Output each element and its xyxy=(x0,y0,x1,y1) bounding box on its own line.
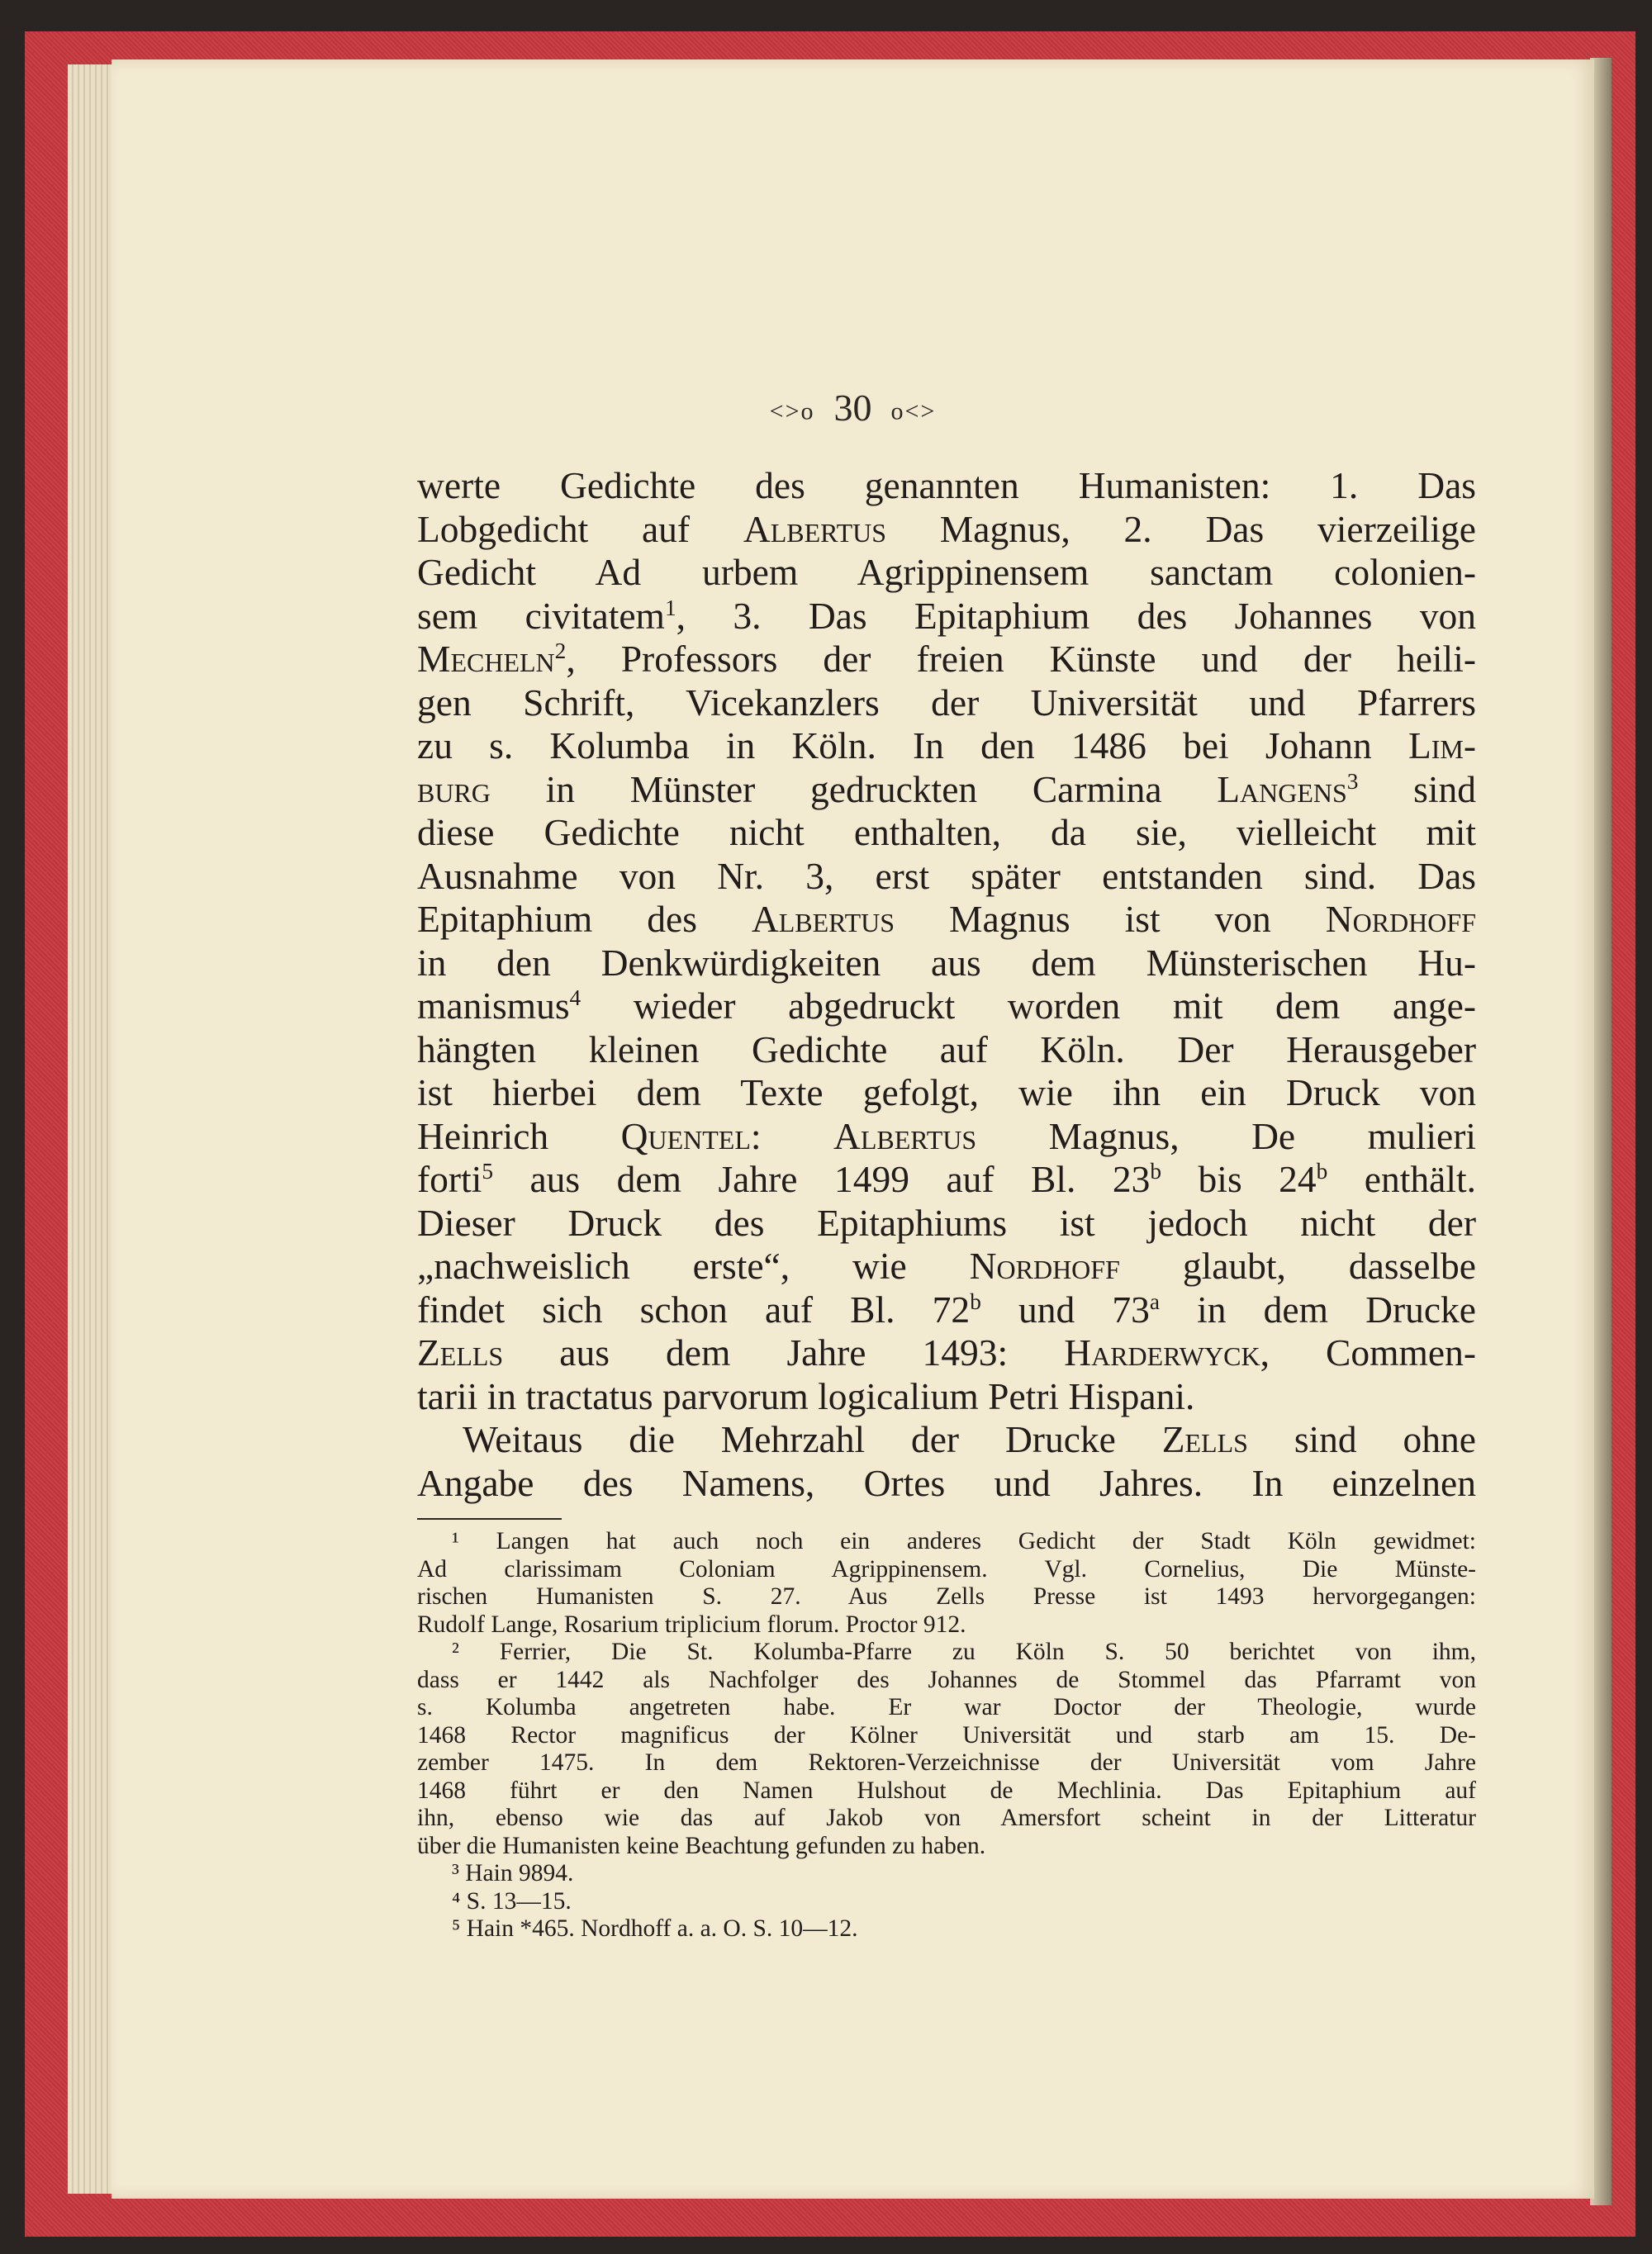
text-line: Zells aus dem Jahre 1493: Harderwyck, Commen- xyxy=(417,1331,1476,1374)
text-line: „nachweislich erste“, wie Nordhoff glaubt, dasselbe xyxy=(417,1245,1476,1287)
text-line: burg in Münster gedruckten Carmina Langens$^3$ sind xyxy=(417,767,1476,810)
footnote-rule xyxy=(417,1518,562,1520)
footnote-line: zember 1475. In dem Rektoren-Verzeichnisse der Universität vom Jahre xyxy=(417,1749,1476,1776)
text-line: sem civitatem$^1$, 3. Das Epitaphium des Johannes von xyxy=(417,594,1476,637)
text-line: manismus$^4$ wieder abgedruckt worden mit dem ange- xyxy=(417,985,1476,1027)
page-header xyxy=(112,386,1594,429)
name-albertus: Albertus xyxy=(743,507,887,550)
page-number: 30 xyxy=(833,387,872,429)
name-quentel: Quentel xyxy=(620,1114,751,1157)
footnote-line: s. Kolumba angetreten habe. Er war Doctor der Theologie, wurde xyxy=(417,1694,1476,1720)
text-line: Gedicht Ad urbem Agrippinensem sanctam colonien- xyxy=(417,551,1476,593)
footnote-4: ⁴ S. 13—15. xyxy=(452,1887,572,1915)
ornament-right: o<> xyxy=(890,397,937,425)
footnote-line: Ad clarissimam Coloniam Agrippinensem. Vgl. Cornelius, Die Münste- xyxy=(417,1555,1476,1583)
name-mecheln: Mecheln xyxy=(417,638,555,680)
text-line: Lobgedicht auf Albertus Magnus, 2. Das vierzeilige xyxy=(417,507,1476,550)
text-line: gen Schrift, Vicekanzlers der Universität und Pfarrers xyxy=(417,681,1476,724)
footnote-line: 1468 führt er den Namen Hulshout de Mechlinia. Das Epitaphium auf xyxy=(417,1777,1476,1804)
book-page xyxy=(112,59,1594,2199)
footnote-line: Rudolf Lange, Rosarium triplicium florum. Proctor 912. xyxy=(417,1611,966,1638)
text-line: hängten kleinen Gedichte auf Köln. Der Herausgeber xyxy=(417,1027,1476,1070)
footnote-ref-2: 2 xyxy=(554,638,567,663)
name-langens: Langens xyxy=(1217,767,1347,810)
name-harderwyck: Harderwyck xyxy=(1064,1331,1260,1374)
text-line: zu s. Kolumba in Köln. In den 1486 bei Johann Lim- xyxy=(417,724,1476,766)
text-line: findet sich schon auf Bl. 72$^b$ und 73$^a$ in dem Drucke xyxy=(417,1288,1476,1331)
name-nordhoff: Nordhoff xyxy=(1325,898,1476,940)
text-line: Epitaphium des Albertus Magnus ist von Nordhoff xyxy=(417,898,1476,940)
footnote-ref-1: 1 xyxy=(664,595,676,620)
text-line: Weitaus die Mehrzahl der Drucke Zells sind ohne xyxy=(463,1418,1476,1460)
name-zells: Zells xyxy=(417,1331,504,1374)
page-edges xyxy=(68,64,117,2194)
footnote-5: ⁵ Hain *465. Nordhoff a. a. O. S. 10—12. xyxy=(452,1915,858,1942)
footnote-ref-5: 5 xyxy=(482,1158,493,1184)
text-line: Heinrich Quentel: Albertus Magnus, De mulieri xyxy=(417,1114,1476,1157)
text-line: werte Gedichte des genannten Humanisten: 1. Das xyxy=(417,464,1476,506)
footnote-2: ² Ferrier, Die St. Kolumba-Pfarre zu Köln S. 50 berichtet von ihm, xyxy=(452,1639,1476,1665)
text-line: Mecheln$^2$, Professors der freien Künste und der heili- xyxy=(417,638,1476,680)
footnote-line: über die Humanisten keine Beachtung gefunden zu haben. xyxy=(417,1832,986,1859)
footnote-line: rischen Humanisten S. 27. Aus Zells Presse ist 1493 hervorgegangen: xyxy=(417,1583,1476,1610)
main-text xyxy=(417,464,1476,1505)
text-line: Ausnahme von Nr. 3, erst später entstanden sind. Das xyxy=(417,854,1476,897)
text-line: Dieser Druck des Epitaphiums ist jedoch nicht der xyxy=(417,1201,1476,1244)
ornament-left: <>o xyxy=(769,397,815,425)
text-line: diese Gedichte nicht enthalten, da sie, vielleicht mit xyxy=(417,811,1476,853)
text-line: tarii in tractatus parvorum logicalium Petri Hispani. xyxy=(417,1374,1195,1417)
text-line: forti$^5$ aus dem Jahre 1499 auf Bl. 23$^b$ bis 24$^b$ enthält. xyxy=(417,1158,1476,1200)
text-line: Angabe des Namens, Ortes und Jahres. In einzelnen xyxy=(417,1461,1476,1504)
name-limburg: Lim- xyxy=(1408,724,1476,766)
footnote-line: dass er 1442 als Nachfolger des Johannes de Stommel das Pfarramt von xyxy=(417,1666,1476,1693)
footnote-ref-3: 3 xyxy=(1346,768,1359,794)
footnote-1: ¹ Langen hat auch noch ein anderes Gedicht der Stadt Köln gewidmet: xyxy=(452,1528,1476,1554)
footnote-line: ihn, ebenso wie das auf Jakob von Amersfort scheint in der Litteratur xyxy=(417,1805,1476,1831)
footnote-line: 1468 Rector magnificus der Kölner Universität und starb am 15. De- xyxy=(417,1721,1476,1749)
text-line: ist hierbei dem Texte gefolgt, wie ihn ein Druck von xyxy=(417,1071,1476,1113)
text-line: in den Denkwürdigkeiten aus dem Münsterischen Hu- xyxy=(417,941,1476,984)
footnote-ref-4: 4 xyxy=(569,985,582,1010)
footnote-3: ³ Hain 9894. xyxy=(452,1860,574,1886)
footnotes xyxy=(417,1528,1476,1943)
